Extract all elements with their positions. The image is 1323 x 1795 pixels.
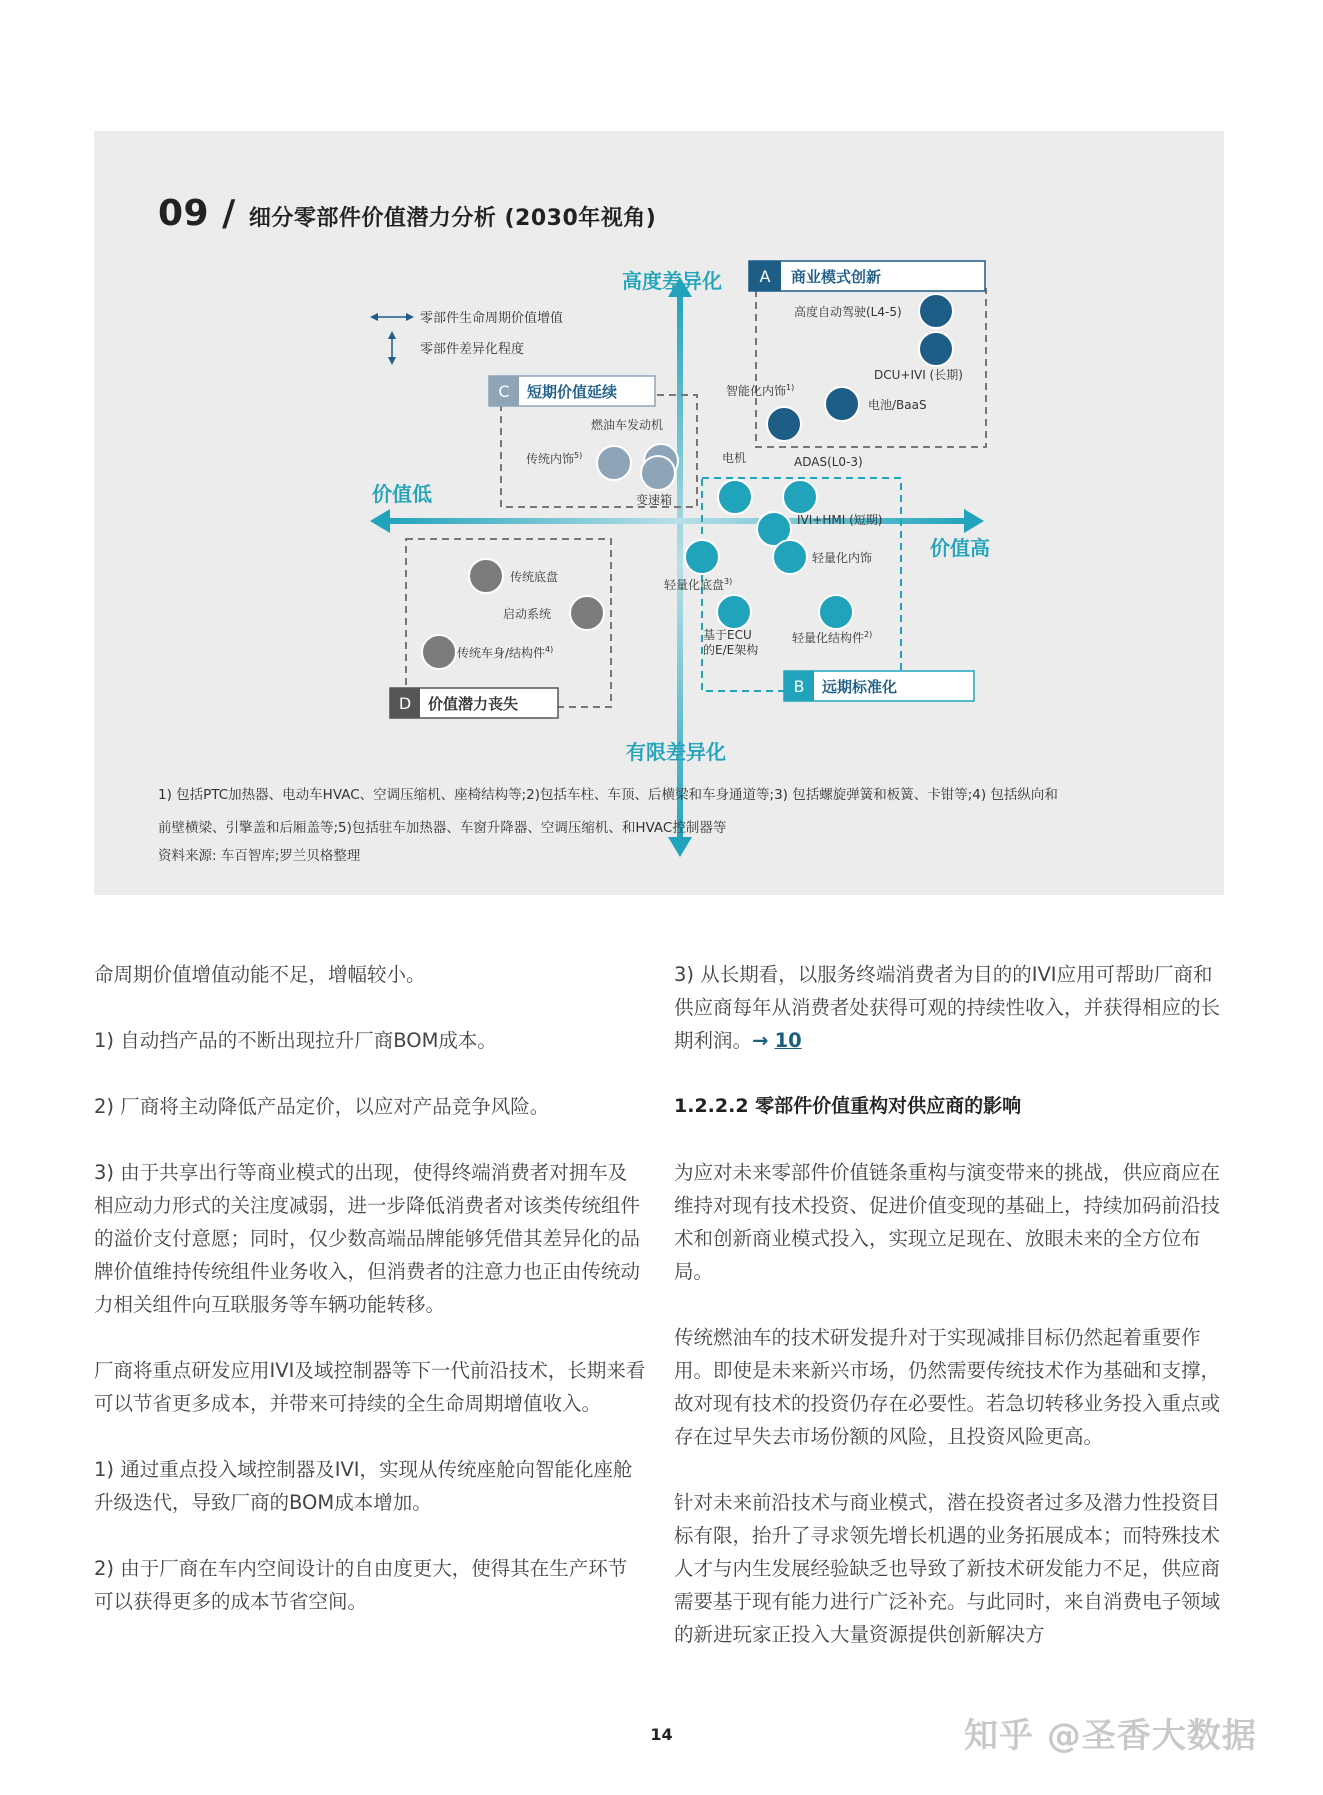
legend-label-differentiation: 零部件差异化程度 [420,342,525,357]
chart-point-label: 燃油车发动机 [591,418,664,432]
chart-point [919,332,953,366]
axis-label-right: 价值高 [930,536,990,560]
chart-point-label: 轻量化结构件$^{2)}$ [792,630,873,645]
axis-label-bottom: 有限差异化 [626,740,726,764]
right-paragraph-4: 针对未来前沿技术与商业模式，潜在投资者过多及潜力性投资目标有限，抬升了寻求领先增长机遇的业务拓展成本；而特殊技术人才与内生发展经验缺乏也导致了新技术研发能力不足，供应商需要基于现有能力进行广泛补充。与此同时，来自消费电子领域的新进玩家正投入大量资源提供创新解决方 [674,1491,1221,1646]
horizontal-double-arrow-icon [370,313,414,321]
chart-point [718,480,752,514]
vertical-double-arrow-icon [388,331,396,365]
figure-panel [94,131,1224,895]
axis-arrow-left-icon [370,509,390,533]
notes-line-2: 前壁横梁、引擎盖和后厢盖等;5)包括驻车加热器、车窗升降器、空调压缩机、和HVAC控制器等 [158,820,727,836]
chart-point [469,559,503,593]
notes-line-1: 1) 包括PTC加热器、电动车HVAC、空调压缩机、座椅结构等;2)包括车柱、车顶、后横梁和车身通道等;3) 包括螺旋弹簧和板簧、卡钳等;4) 包括纵向和 [158,787,1058,803]
legend-label-lifecycle: 零部件生命周期价值增值 [420,311,564,326]
quadrant-b-letter: B [793,677,805,696]
quadrant-a-letter: A [759,267,771,286]
left-paragraph: 2) 厂商将主动降低产品定价，以应对产品竞争风险。 [94,1095,550,1118]
quadrant-d-label: 价值潜力丧失 [428,695,519,713]
watermark: 知乎 @圣香大数据 [964,1716,1257,1756]
right-paragraph-2: 为应对未来零部件价值链条重构与演变带来的挑战，供应商应在维持对现有技术投资、促进价值变现的基础上，持续加码前沿技术和创新商业模式投入，实现立足现在、放眼未来的全方位布局。 [674,1161,1221,1283]
chart-point-label: 轻量化内饰 [812,551,873,565]
chart-point-label-line2: 的E/E架构 [703,643,759,657]
quadrant-b-label: 远期标准化 [822,678,898,696]
chart-point-label: 轻量化底盘$^{3)}$ [664,577,733,592]
chart-point-label: IVI+HMI (短期) [797,513,883,527]
chart-point-footnote: 4) [545,645,554,654]
chart-point-footnote: 3) [724,577,733,586]
chart-point [783,480,817,514]
right-paragraph-3: 传统燃油车的技术研发提升对于实现减排目标仍然起着重要作用。即使是未来新兴市场，仍然需要传统技术作为基础和支撑，故对现有技术的投资仍存在必要性。若急切转移业务投入重点或存在过早失去市场份额的风险，且投资风险更高。 [674,1326,1221,1448]
chart-point [597,446,631,480]
chart-point [773,540,807,574]
chart-point [825,387,859,421]
right-paragraph-1-text: 3) 从长期看，以服务终端消费者为目的的IVI应用可帮助厂商和供应商每年从消费者处获得可观的持续性收入，并获得相应的长期利润。 [674,963,1221,1052]
left-paragraph: 厂商将重点研发应用IVI及域控制器等下一代前沿技术，长期来看可以节省更多成本，并带来可持续的全生命周期增值收入。 [94,1359,646,1415]
right-column [674,958,1226,1684]
figure-title-text: 细分零部件价值潜力分析 (2030年视角) [248,206,657,231]
chart-point [919,294,953,328]
quadrant-c-letter: C [498,382,510,401]
chart-point [422,635,456,669]
figure-link[interactable]: 10 [774,1029,802,1052]
chart-point-label: 基于ECU [703,628,752,642]
arrow-right-icon: → [752,1029,769,1052]
chart-point [819,595,853,629]
chart-point-label: 智能化内饰$^{1)}$ [726,383,795,398]
chart-point-footnote: 2) [864,630,873,639]
left-paragraph: 1) 自动挡产品的不断出现拉升厂商BOM成本。 [94,1029,497,1052]
quadrant-a-label: 商业模式创新 [791,268,882,286]
figure-notes-2 [158,812,1168,845]
chart-point-footnote: 5) [574,451,583,460]
left-paragraph: 1) 通过重点投入域控制器及IVI，实现从传统座舱向智能化座舱升级迭代，导致厂商的BOM成本增加。 [94,1458,633,1514]
figure-notes [158,779,1168,812]
chart-point-label: 电池/BaaS [868,398,927,412]
chart-point-label: 高度自动驾驶(L4-5) [794,305,902,319]
chart-point-label: 传统内饰$^{5)}$ [526,451,583,466]
chart-point [767,407,801,441]
axis-arrow-right-icon [964,509,984,533]
chart-point-label: 启动系统 [503,607,552,621]
left-paragraph: 命周期价值增值动能不足，增幅较小。 [94,963,426,986]
chart-point [641,456,675,490]
quadrant-d-letter: D [398,694,412,713]
chart-point [570,596,604,630]
chart-point-label: 传统底盘 [510,570,559,584]
axis-label-top: 高度差异化 [622,269,722,293]
chart-point-label: DCU+IVI (长期) [874,368,963,382]
page-number: 14 [650,1725,673,1744]
chart-point [717,595,751,629]
figure-source: 资料来源: 车百智库;罗兰贝格整理 [158,848,361,864]
chart-point-label: 传统车身/结构件$^{4)}$ [457,645,554,660]
left-paragraph: 2) 由于厂商在车内空间设计的自由度更大，使得其在生产环节可以获得更多的成本节省空间。 [94,1557,628,1613]
right-paragraph-1 [674,958,1226,1057]
chart-point [685,540,719,574]
chart-point-label: 变速箱 [636,493,673,507]
quadrant-c-label: 短期价值延续 [527,383,618,401]
figure-number: 09 / [158,193,236,234]
chart-point-label: 电机 [722,451,747,465]
section-heading: 1.2.2.2 零部件价值重构对供应商的影响 [674,1095,1022,1117]
chart-point-label: ADAS(L0-3) [794,455,863,469]
chart-point-footnote: 1) [786,383,795,392]
left-paragraph: 3) 由于共享出行等商业模式的出现，使得终端消费者对拥车及相应动力形式的关注度减弱，进一步降低消费者对该类传统组件的溢价支付意愿；同时，仅少数高端品牌能够凭借其差异化的品牌价值维持传统组件业务收入，但消费者的注意力也正由传统动力相关组件向互联服务等车辆功能转移。 [94,1161,641,1316]
legend [370,310,563,365]
left-column [94,958,646,1651]
axis-label-left: 价值低 [372,482,432,506]
